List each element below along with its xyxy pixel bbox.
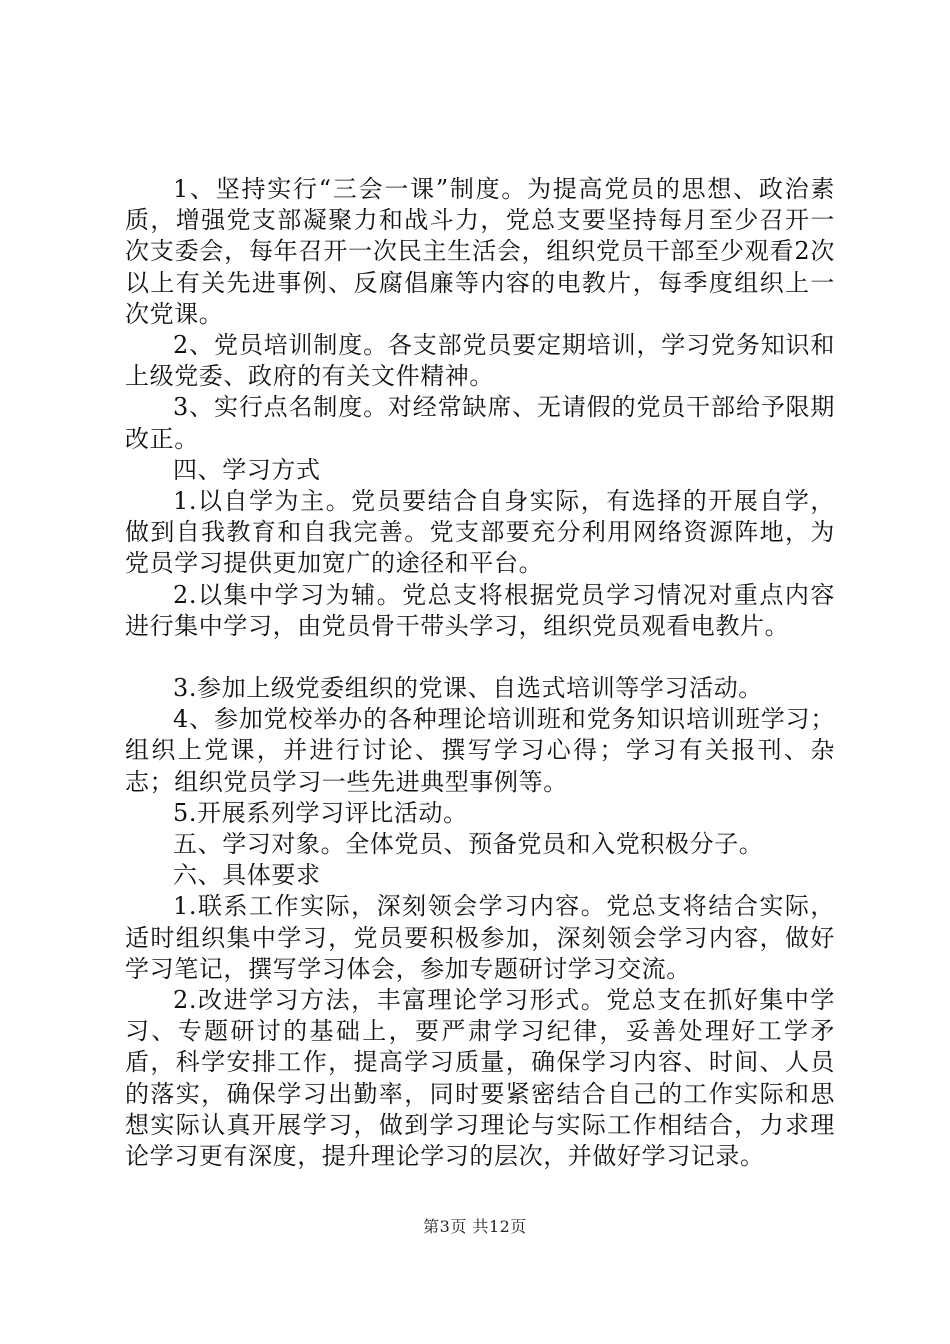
paragraph-evaluation-activities: 5.开展系列学习评比活动。 (173, 798, 468, 827)
paragraph-roll-call: 3、实行点名制度。对经常缺席、无请假的党员干部给予限期改正。 (125, 393, 835, 453)
section-heading-study-methods: 四、学习方式 (173, 455, 321, 484)
paragraph-self-study: 1.以自学为主。党员要结合自身实际，有选择的开展自学，做到自我教育和自我完善。党支部要充分利用网络资源阵地，为党员学习提供更加宽广的途径和平台。 (125, 487, 835, 578)
section-heading-study-targets: 五、学习对象。全体党员、预备党员和入党积极分子。 (173, 830, 764, 859)
document-body (125, 174, 835, 1172)
paragraph-group-study: 2.以集中学习为辅。党总支将根据党员学习情况对重点内容进行集中学习，由党员骨干带头学习，组织党员观看电教片。 (125, 580, 835, 640)
page-number-footer: 第3页 共12页 (423, 1217, 527, 1236)
paragraph-party-lectures: 3.参加上级党委组织的党课、自选式培训等学习活动。 (173, 674, 763, 703)
paragraph-member-training: 2、党员培训制度。各支部党员要定期培训，学习党务知识和上级党委、政府的有关文件精神。 (125, 331, 835, 391)
paragraph-improve-methods: 2.改进学习方法，丰富理论学习形式。党总支在抓好集中学习、专题研讨的基础上，要严肃学习纪律，妥善处理好工学矛盾，科学安排工作，提高学习质量，确保学习内容、时间、人员的落实，确保学习出勤率，同时要紧密结合自己的工作实际和思想实际认真开展学习，做到学习理论与实际工作相结合，力求理论学习更有深度，提升理论学习的层次，并做好学习记录。 (125, 986, 835, 1171)
section-heading-requirements: 六、具体要求 (173, 861, 321, 890)
paragraph-party-school-training: 4、参加党校举办的各种理论培训班和党务知识培训班学习；组织上党课，并进行讨论、撰写学习心得；学习有关报刊、杂志；组织党员学习一些先进典型事例等。 (125, 705, 835, 796)
paragraph-link-to-work: 1.联系工作实际，深刻领会学习内容。党总支将结合实际，适时组织集中学习，党员要积极参加，深刻领会学习内容，做好学习笔记，撰写学习体会，参加专题研讨学习交流。 (125, 892, 835, 983)
paragraph-three-meetings-one-lesson: 1、坚持实行“三会一课”制度。为提高党员的思想、政治素质，增强党支部凝聚力和战斗力，党总支要坚持每月至少召开一次支委会，每年召开一次民主生活会，组织党员干部至少观看2次以上有关先进事例、反腐倡廉等内容的电教片，每季度组织上一次党课。 (125, 175, 835, 328)
